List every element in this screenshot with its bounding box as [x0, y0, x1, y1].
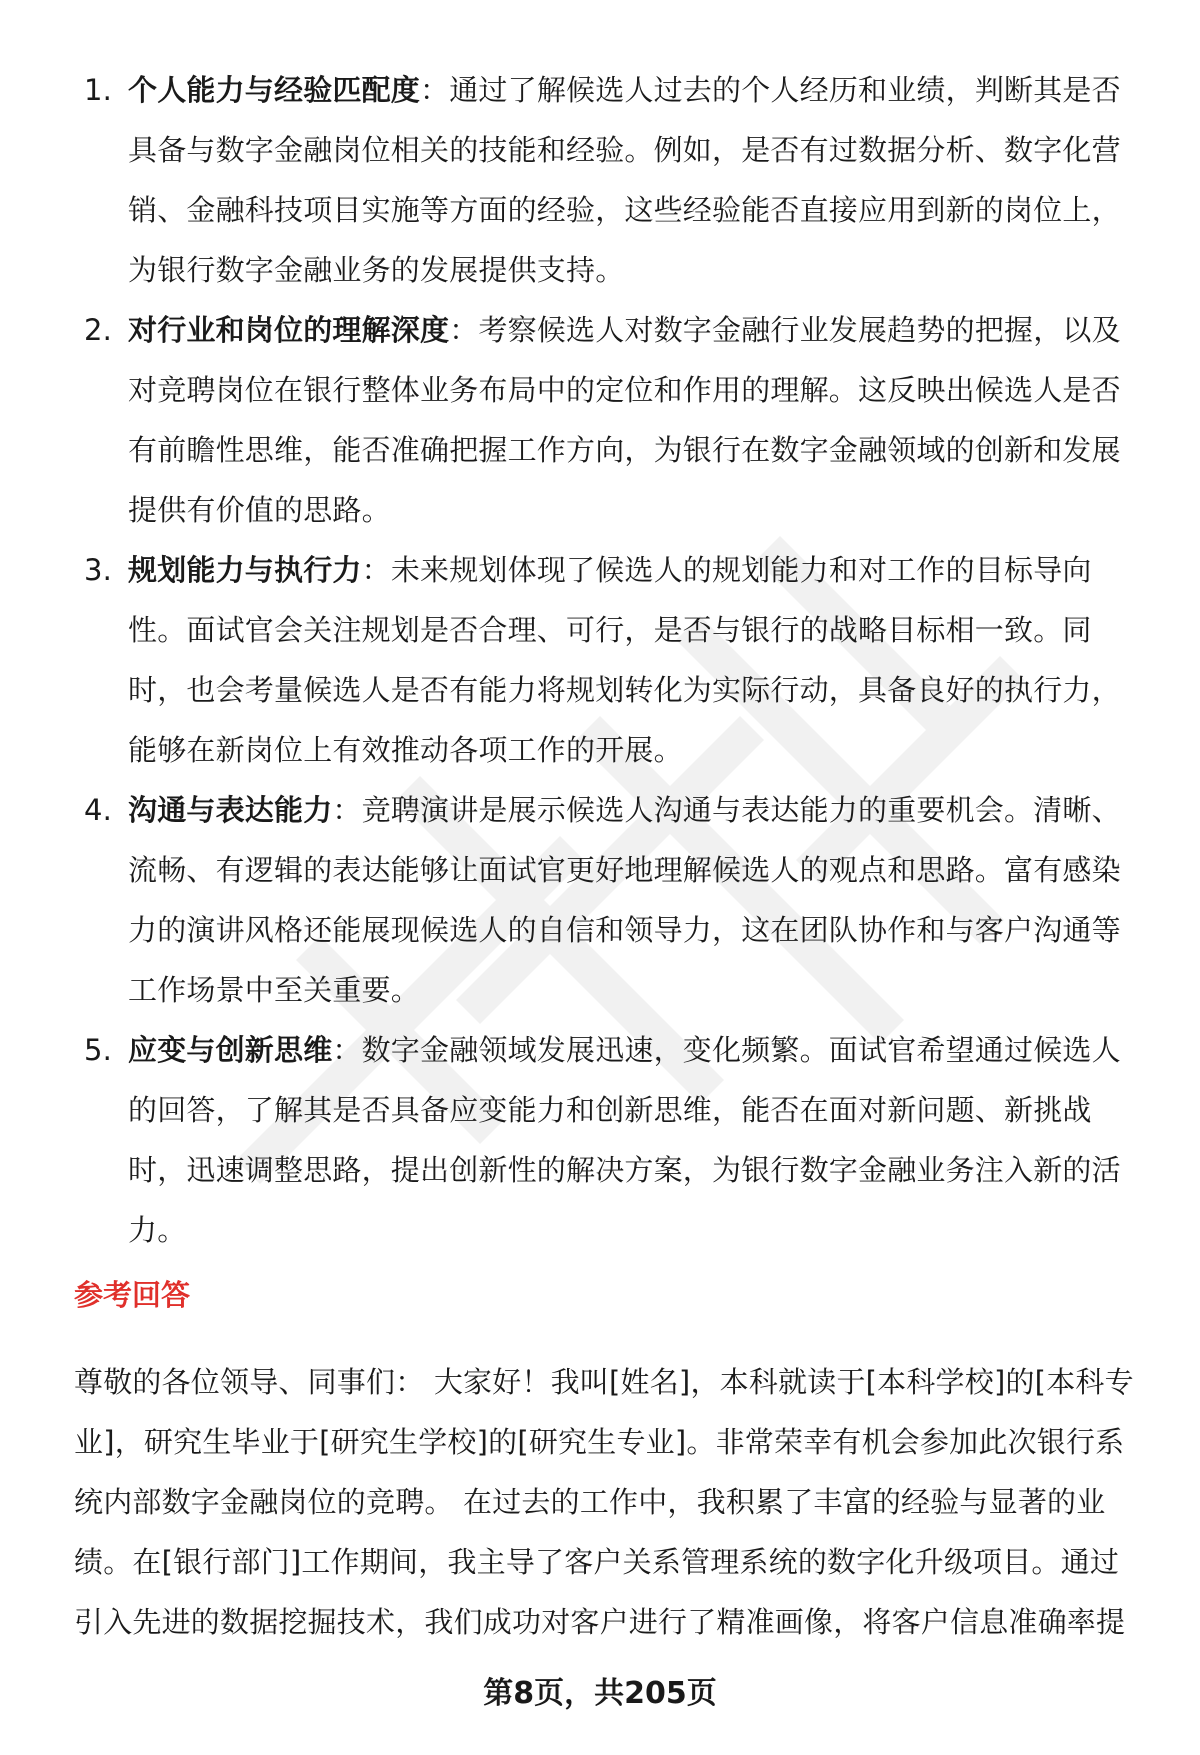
list-item-body: 数字金融领域发展迅速，变化频繁。面试官希望通过候选人的回答，了解其是否具备应变能力和创新思维，能否在面对新问题、新挑战时，迅速调整思路，提出创新性的解决方案，为银行数字金融业务注入新的活力。	[128, 1033, 1121, 1247]
page-number-footer: 第8页，共205页	[483, 1676, 717, 1711]
term-separator: ：	[332, 1033, 362, 1067]
list-item-body: 通过了解候选人过去的个人经历和业绩，判断其是否具备与数字金融岗位相关的技能和经验。例如，是否有过数据分析、数字化营销、金融科技项目实施等方面的经验，这些经验能否直接应用到新的岗位上，为银行数字金融业务的发展提供支持。	[128, 73, 1121, 287]
term-separator: ：	[420, 73, 450, 107]
list-item-body: 竞聘演讲是展示候选人沟通与表达能力的重要机会。清晰、流畅、有逻辑的表达能够让面试官更好地理解候选人的观点和思路。富有感染力的演讲风格还能展现候选人的自信和领导力，这在团队协作和与客户沟通等工作场景中至关重要。	[128, 793, 1121, 1007]
list-item	[0, 300, 1200, 540]
list-item	[0, 1020, 1200, 1260]
list-item-term: 沟通与表达能力	[128, 793, 333, 827]
evaluation-criteria-list	[0, 60, 1200, 1260]
list-item	[0, 540, 1200, 780]
list-item-term: 规划能力与执行力	[128, 553, 362, 587]
list-item-number: 5.	[84, 1033, 113, 1067]
list-item-number: 2.	[84, 313, 113, 347]
list-item-body: 未来规划体现了候选人的规划能力和对工作的目标导向性。面试官会关注规划是否合理、可行，是否与银行的战略目标相一致。同时，也会考量候选人是否有能力将规划转化为实际行动，具备良好的执行力，能够在新岗位上有效推动各项工作的开展。	[128, 553, 1121, 767]
list-item-term: 应变与创新思维	[128, 1033, 333, 1067]
term-separator: ：	[449, 313, 479, 347]
list-item-term: 个人能力与经验匹配度	[128, 73, 421, 107]
list-item-body: 考察候选人对数字金融行业发展趋势的把握，以及对竞聘岗位在银行整体业务布局中的定位和作用的理解。这反映出候选人是否有前瞻性思维，能否准确把握工作方向，为银行在数字金融领域的创新和发展提供有价值的思路。	[128, 313, 1121, 527]
list-item	[0, 780, 1200, 1020]
list-item-number: 1.	[84, 73, 113, 107]
list-item	[0, 60, 1200, 300]
term-separator: ：	[332, 793, 362, 827]
term-separator: ：	[361, 553, 391, 587]
list-item-number: 3.	[84, 553, 113, 587]
list-item-number: 4.	[84, 793, 113, 827]
list-item-term: 对行业和岗位的理解深度	[128, 313, 450, 347]
section-heading: 参考回答	[74, 1278, 191, 1312]
reference-answer-paragraph: 尊敬的各位领导、同事们： 大家好！我叫[姓名]，本科就读于[本科学校]的[本科专业]，研究生毕业于[研究生学校]的[研究生专业]。非常荣幸有机会参加此次银行系统内部数字金融岗位的竞聘。 在过去的工作中，我积累了丰富的经验与显著的业绩。在[银行部门]工作期间，我主导了客户关系管理系统的数字化升级项目。通过引入先进的数据挖掘技术，我们成功对客户进行了精准画像，将客户信息准确率提	[74, 1365, 1134, 1639]
